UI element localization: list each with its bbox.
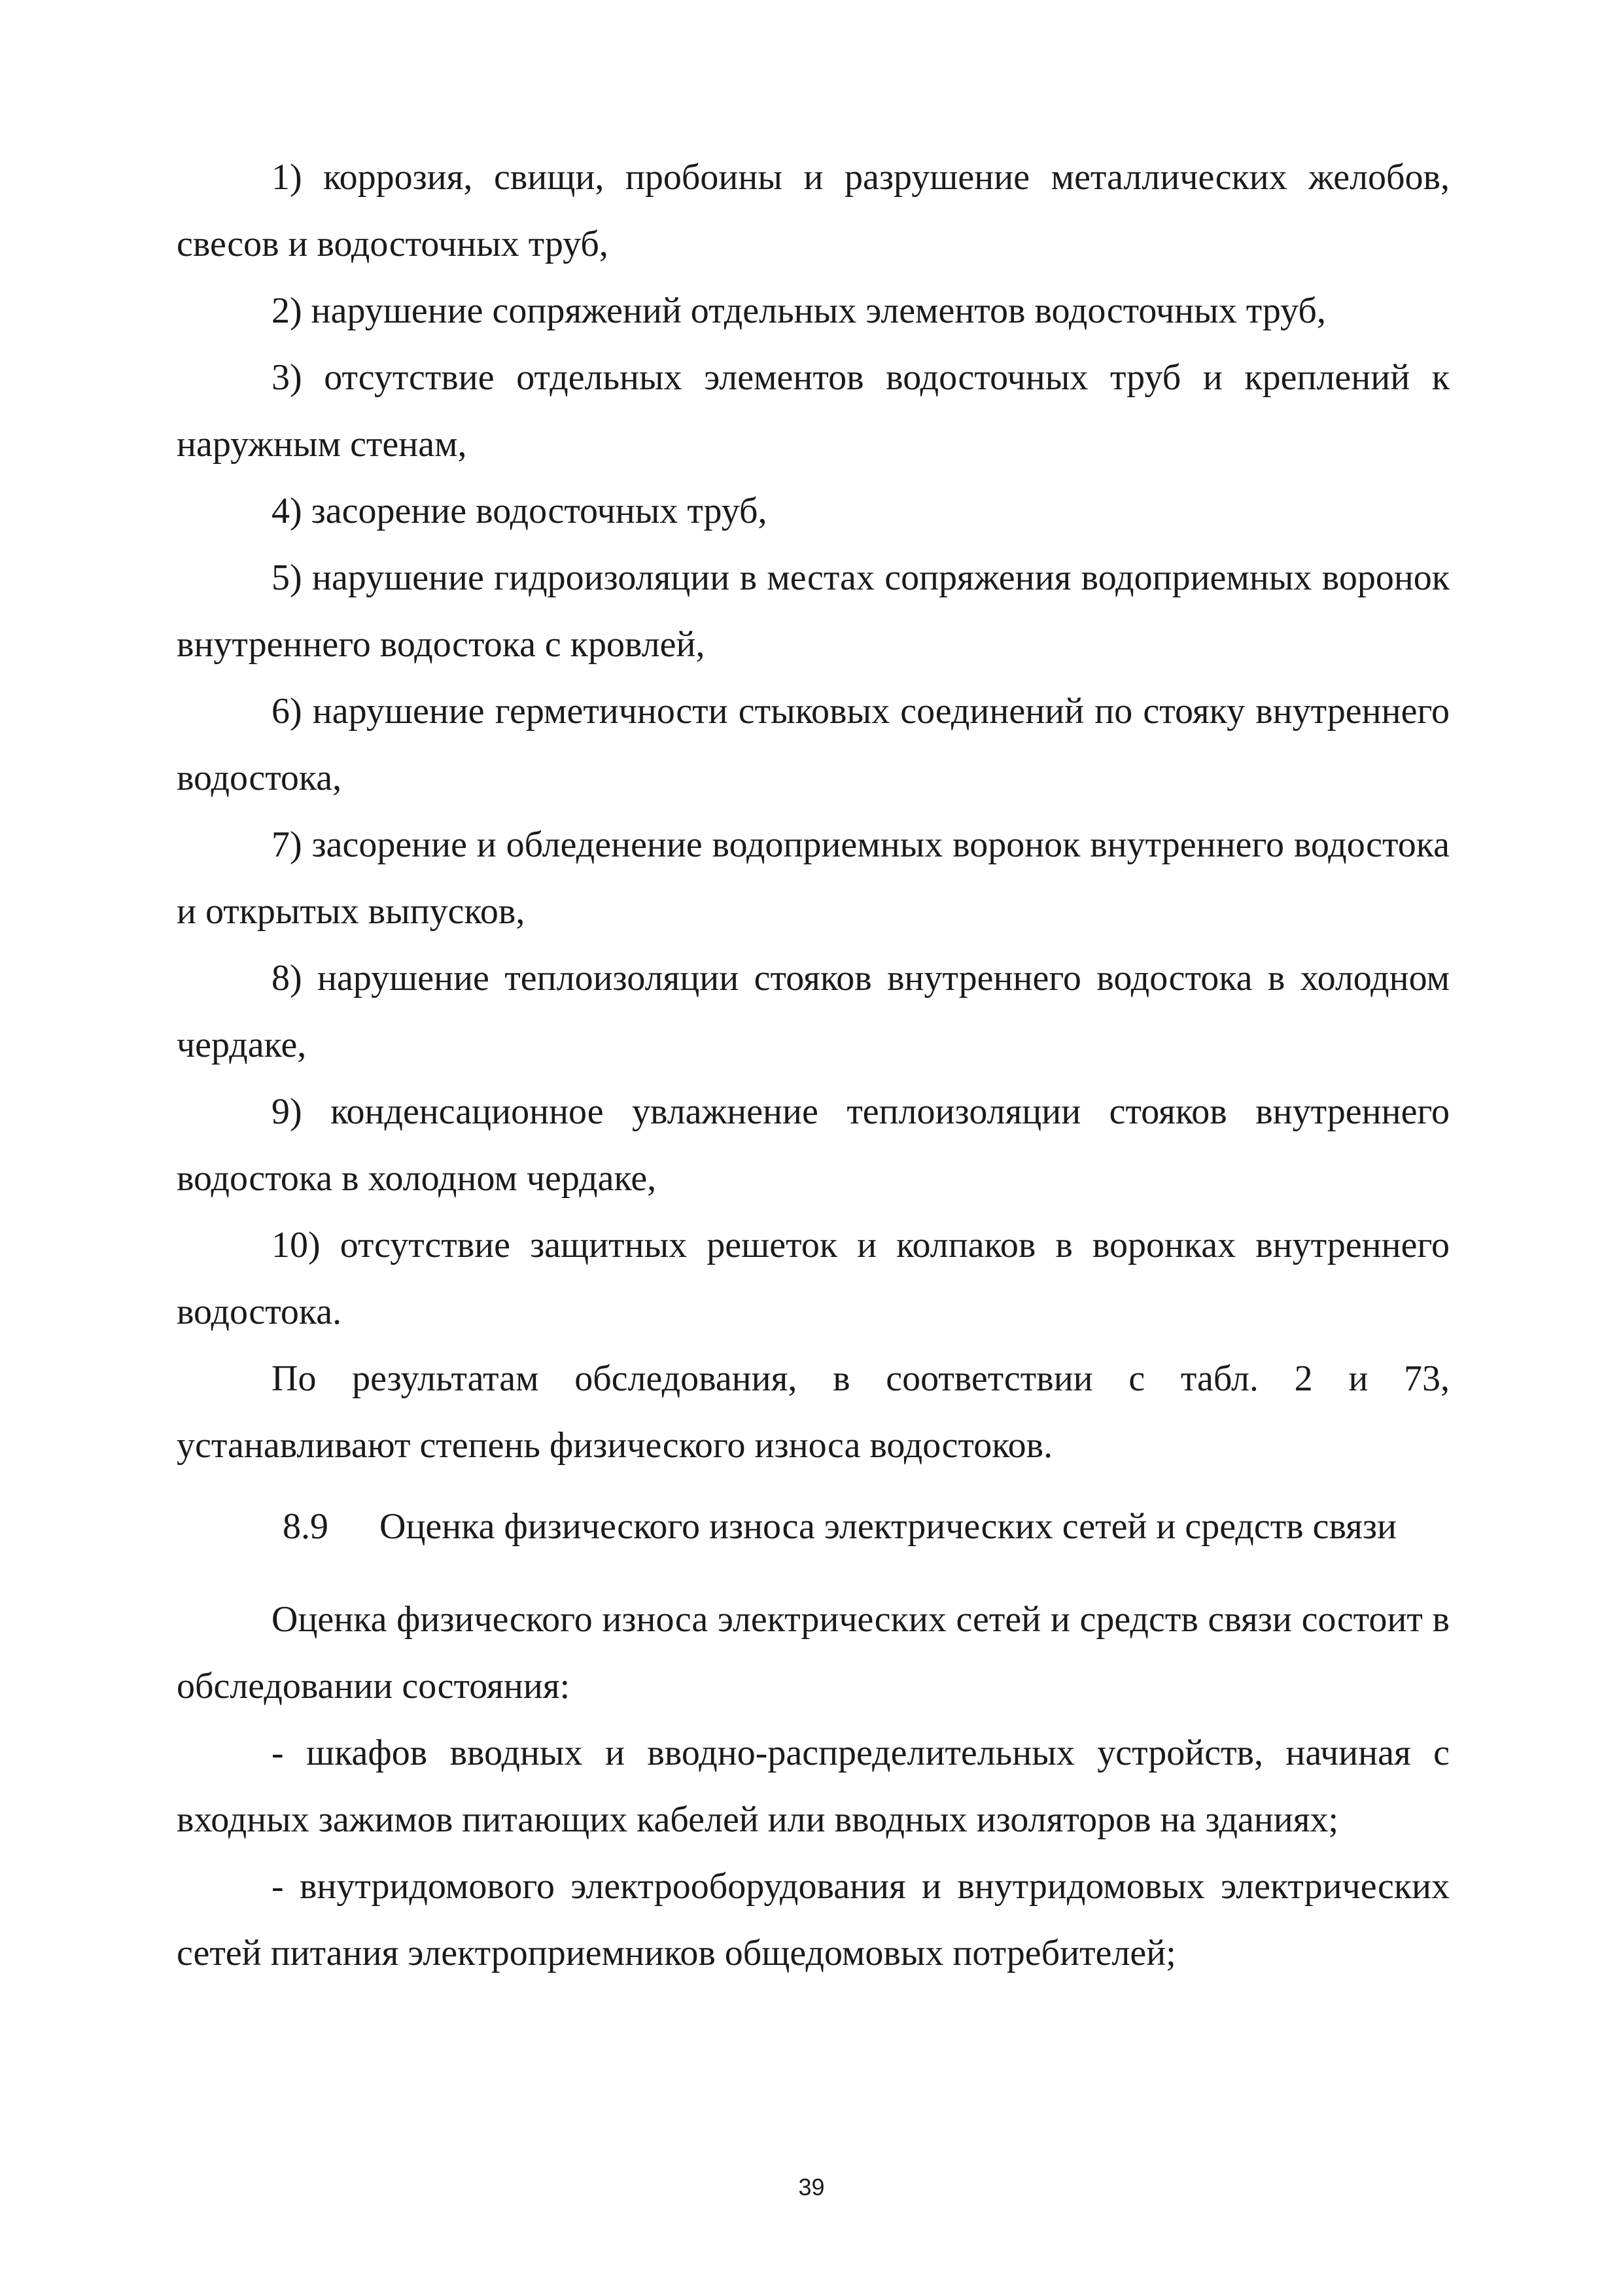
list-item-5: 5) нарушение гидроизоляции в местах сопряжения водоприемных воронок внутреннего водостока с кровлей,	[177, 557, 1450, 665]
list-item-1: 1) коррозия, свищи, пробоины и разрушение металлических желобов, свесов и водосточных труб,	[177, 157, 1450, 264]
list-item-7: 7) засорение и обледенение водоприемных воронок внутреннего водостока и открытых выпусков,	[177, 824, 1450, 932]
list-item-6: 6) нарушение герметичности стыковых соединений по стояку внутреннего водостока,	[177, 691, 1450, 798]
section-title: Оценка физического износа электрических сетей и средств связи	[379, 1506, 1397, 1547]
conclusion-paragraph: По результатам обследования, в соответствии с табл. 2 и 73, устанавливают степень физического износа водостоков.	[177, 1358, 1450, 1466]
section-heading	[283, 1493, 1397, 1560]
list-item-4: 4) засорение водосточных труб,	[271, 491, 767, 531]
section-item-2: - внутридомового электрооборудования и внутридомовых электрических сетей питания электроприемников общедомовых потребителей;	[177, 1866, 1450, 1973]
section-number: 8.9	[283, 1506, 328, 1547]
list-item-8: 8) нарушение теплоизоляции стояков внутреннего водостока в холодном чердаке,	[177, 958, 1450, 1065]
section-item-1: - шкафов вводных и вводно-распределительных устройств, начиная с входных зажимов питающих кабелей или вводных изоляторов на зданиях;	[177, 1733, 1450, 1840]
list-item-10: 10) отсутствие защитных решеток и колпаков в воронках внутреннего водостока.	[177, 1225, 1450, 1332]
page-number: 39	[798, 2174, 825, 2200]
list-item-2: 2) нарушение сопряжений отдельных элементов водосточных труб,	[271, 291, 1326, 331]
section-intro-paragraph: Оценка физического износа электрических сетей и средств связи состоит в обследовании состояния:	[177, 1599, 1450, 1706]
list-item-9: 9) конденсационное увлажнение теплоизоляции стояков внутреннего водостока в холодном чердаке,	[177, 1091, 1450, 1199]
list-item-3: 3) отсутствие отдельных элементов водосточных труб и креплений к наружным стенам,	[177, 357, 1450, 465]
